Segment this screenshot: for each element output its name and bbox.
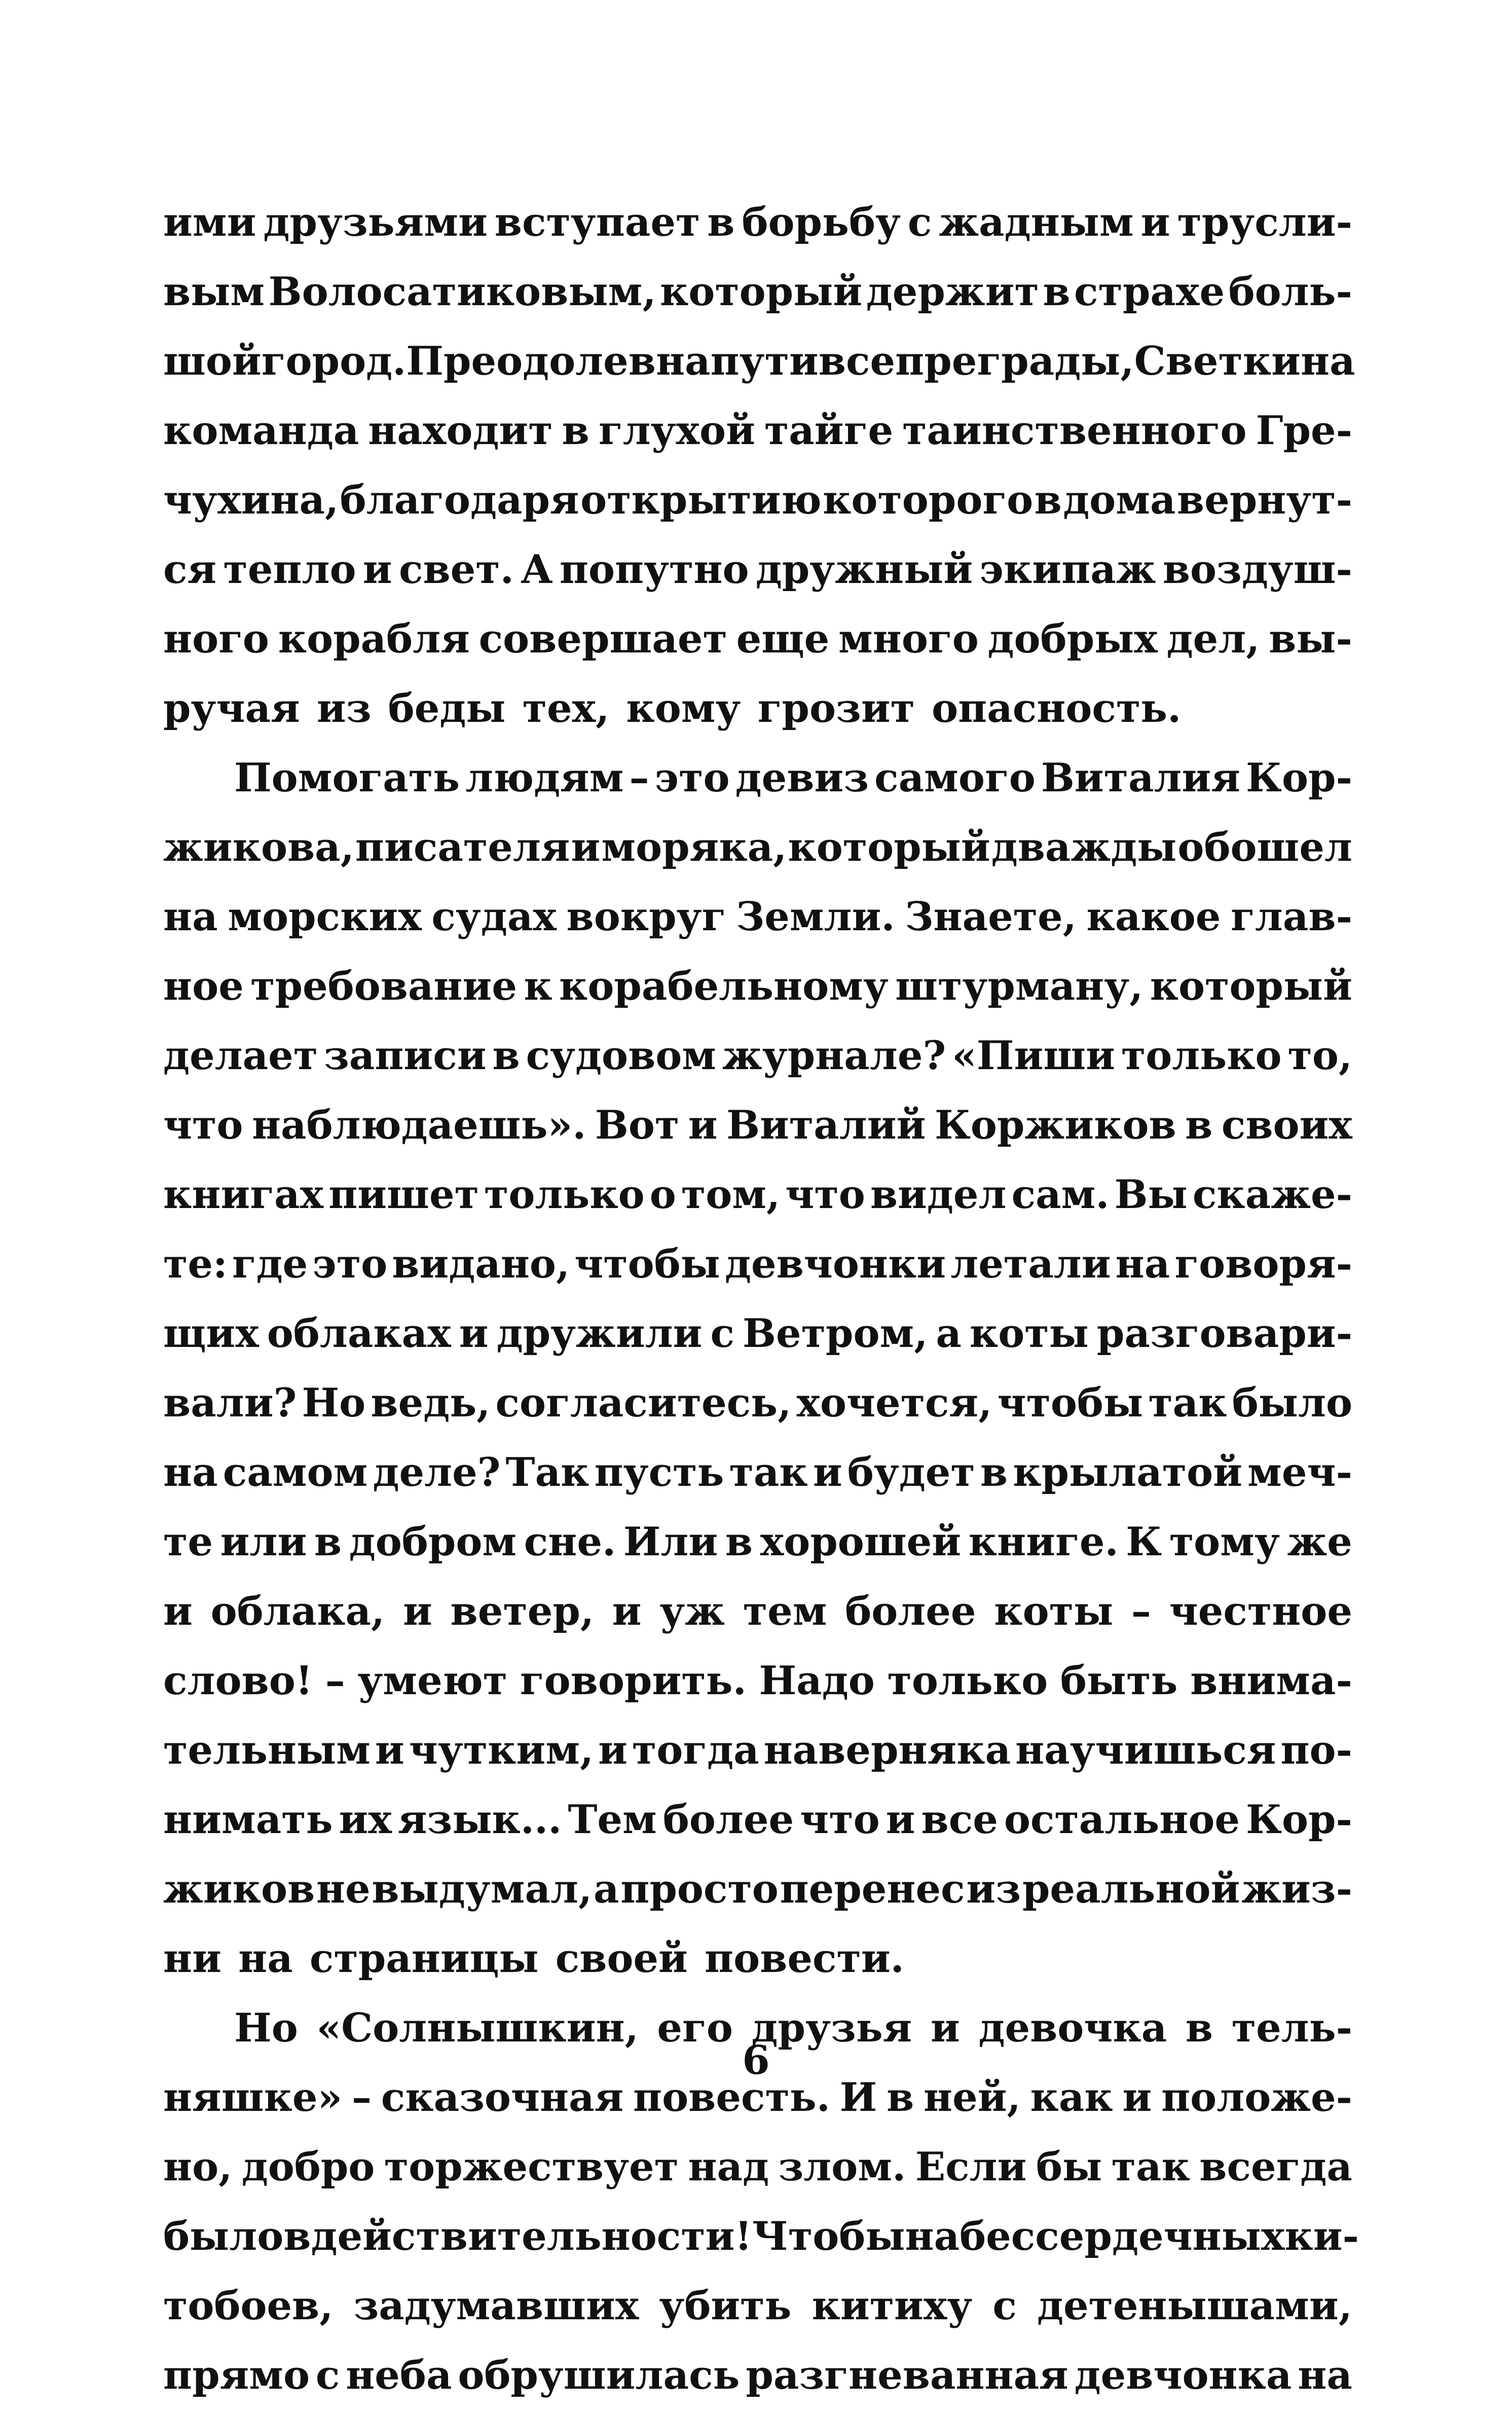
word: борьбу bbox=[742, 199, 901, 245]
word: разговари- bbox=[1096, 1310, 1352, 1357]
text-line bbox=[163, 2132, 1352, 2202]
word: дружный bbox=[755, 546, 973, 593]
word: дважды bbox=[991, 824, 1177, 870]
word: Виталий bbox=[726, 1102, 926, 1148]
word: Светкина bbox=[1134, 338, 1355, 384]
text-line: ни на страницы своей повести. bbox=[163, 1936, 904, 1982]
word: в bbox=[492, 1033, 520, 1079]
word: нимать bbox=[163, 1797, 333, 1843]
word: в bbox=[1043, 269, 1071, 315]
word: боль- bbox=[1228, 269, 1352, 315]
word: в bbox=[314, 1519, 342, 1565]
word: и bbox=[362, 546, 392, 593]
word: и bbox=[813, 1449, 842, 1495]
word: те: bbox=[163, 1241, 228, 1287]
word: выдумал, bbox=[372, 1866, 593, 1912]
word: Волосатиковым, bbox=[268, 269, 656, 315]
word: ими bbox=[163, 199, 256, 245]
word: Но bbox=[302, 1380, 366, 1426]
word: так bbox=[729, 1449, 808, 1495]
word: согласитесь, bbox=[495, 1380, 792, 1426]
word: который bbox=[1150, 963, 1352, 1009]
word: своих bbox=[1221, 1102, 1352, 1148]
word: умеют bbox=[357, 1658, 508, 1704]
word: – bbox=[352, 2074, 372, 2121]
word: остальное bbox=[1004, 1797, 1240, 1843]
word: добрых bbox=[987, 616, 1158, 662]
word: и bbox=[163, 1588, 193, 1634]
word: только bbox=[484, 1172, 645, 1218]
word: вым bbox=[163, 269, 265, 315]
word: а bbox=[936, 1310, 962, 1357]
word: людям bbox=[465, 755, 624, 801]
word: щих bbox=[163, 1310, 259, 1357]
word: воздуш- bbox=[1162, 546, 1352, 593]
word: А bbox=[521, 546, 553, 593]
word: друзья bbox=[751, 2005, 912, 2051]
word: Коржиков bbox=[934, 1102, 1176, 1148]
word: моряка, bbox=[601, 824, 787, 870]
text-line: ручая из беды тех, кому грозит опасность. bbox=[163, 685, 1182, 732]
word: с bbox=[315, 2352, 340, 2398]
word: на bbox=[163, 894, 218, 940]
word: китиху bbox=[812, 2283, 973, 2329]
word: о bbox=[649, 1172, 676, 1218]
word: детенышами, bbox=[1037, 2283, 1352, 2329]
word: их bbox=[339, 1797, 392, 1843]
word: журнале? bbox=[722, 1033, 946, 1079]
word: тель- bbox=[1231, 2005, 1352, 2051]
word: убить bbox=[659, 2283, 792, 2329]
word: – bbox=[629, 755, 649, 801]
word: и bbox=[688, 1102, 718, 1148]
word: положе- bbox=[1161, 2074, 1352, 2121]
word: И bbox=[839, 2074, 877, 2121]
word: всегда bbox=[1199, 2144, 1352, 2190]
word: самого bbox=[874, 755, 1036, 801]
word: «Солнышкин, bbox=[316, 2005, 639, 2051]
word: корабельному bbox=[559, 963, 889, 1009]
word: все bbox=[921, 1797, 998, 1843]
text-line bbox=[163, 396, 1352, 465]
word: на bbox=[163, 1449, 218, 1495]
word: все bbox=[818, 338, 896, 384]
word: девчонки bbox=[724, 1241, 946, 1287]
word: который bbox=[788, 824, 990, 870]
word: в bbox=[1185, 2005, 1213, 2051]
page-number: 6 bbox=[742, 2037, 770, 2084]
text-line bbox=[163, 1229, 1352, 1299]
text-line bbox=[163, 1021, 1352, 1090]
text-line bbox=[163, 952, 1352, 1021]
word: хорошей bbox=[760, 1519, 962, 1565]
word: и bbox=[1122, 2074, 1152, 2121]
text-line bbox=[163, 1299, 1352, 1368]
word: находит bbox=[368, 408, 553, 454]
paragraph bbox=[163, 743, 1352, 1993]
word: в bbox=[1185, 1102, 1213, 1148]
word: это bbox=[654, 755, 730, 801]
word: облака, bbox=[210, 1588, 385, 1634]
word: страхе bbox=[1074, 269, 1225, 315]
word: много bbox=[838, 616, 979, 662]
word: обрушилась bbox=[458, 2352, 740, 2398]
word: разгневанная bbox=[746, 2352, 1068, 2398]
word: чтобы bbox=[997, 1380, 1144, 1426]
word: делает bbox=[163, 1033, 318, 1079]
word: скаже- bbox=[1192, 1172, 1352, 1218]
text-line bbox=[163, 257, 1352, 326]
word: но, bbox=[163, 2144, 233, 2190]
word: какое bbox=[1086, 894, 1221, 940]
word: судовом bbox=[526, 1033, 717, 1079]
word: бессердечных bbox=[960, 2213, 1285, 2259]
word: Преодолев bbox=[406, 338, 656, 384]
word: вали? bbox=[163, 1380, 297, 1426]
text-line bbox=[163, 1507, 1352, 1577]
word: которого bbox=[823, 477, 1034, 523]
word: коты bbox=[994, 1588, 1114, 1634]
word: говорить. bbox=[520, 1658, 747, 1704]
word: сне. bbox=[524, 1519, 616, 1565]
word: девчонка bbox=[1074, 2352, 1292, 2398]
word: в bbox=[707, 199, 735, 245]
word: глав- bbox=[1231, 894, 1352, 940]
word: на bbox=[905, 2213, 960, 2259]
word: друзьями bbox=[263, 199, 488, 245]
word: обошел bbox=[1177, 824, 1352, 870]
word: книгах bbox=[163, 1172, 324, 1218]
text-line bbox=[163, 1368, 1352, 1438]
word: в bbox=[887, 2074, 914, 2121]
word: девиз bbox=[735, 755, 869, 801]
word: совершает bbox=[478, 616, 727, 662]
word: шой bbox=[163, 338, 262, 384]
word: который bbox=[659, 269, 863, 315]
word: с bbox=[992, 2283, 1017, 2329]
word: том, bbox=[681, 1172, 781, 1218]
word: Или bbox=[623, 1519, 718, 1565]
word: пути bbox=[710, 338, 819, 384]
word: Кор- bbox=[1246, 755, 1352, 801]
paragraph bbox=[163, 188, 1355, 743]
word: чутким, bbox=[409, 1727, 594, 1773]
word: Виталия bbox=[1041, 755, 1240, 801]
word: только bbox=[887, 1658, 1048, 1704]
word: команда bbox=[163, 408, 359, 454]
word: задумавших bbox=[353, 2283, 639, 2329]
word: открытию bbox=[580, 477, 822, 523]
word: свет. bbox=[398, 546, 514, 593]
word: облаках bbox=[267, 1310, 451, 1357]
word: быть bbox=[1060, 1658, 1178, 1704]
word: судах bbox=[431, 894, 557, 940]
word: было bbox=[163, 2213, 284, 2259]
word: с bbox=[710, 1310, 735, 1357]
word: же bbox=[1287, 1519, 1352, 1565]
word: – bbox=[325, 1658, 345, 1704]
word: только bbox=[1121, 1033, 1282, 1079]
word: что bbox=[800, 1797, 880, 1843]
word: и bbox=[402, 1588, 432, 1634]
word: по- bbox=[1280, 1727, 1352, 1773]
text-line bbox=[163, 1715, 1352, 1785]
word: Вот bbox=[595, 1102, 680, 1148]
word: вокруг bbox=[566, 894, 726, 940]
text-line bbox=[163, 1646, 1352, 1715]
word: Но bbox=[234, 2005, 298, 2051]
text-line bbox=[163, 1785, 1352, 1854]
text-line bbox=[163, 1160, 1352, 1229]
word: меч- bbox=[1247, 1449, 1352, 1495]
word: что bbox=[785, 1172, 865, 1218]
word: просто bbox=[620, 1866, 779, 1912]
word: Знаете, bbox=[905, 894, 1077, 940]
word: более bbox=[662, 1797, 794, 1843]
word: книге. bbox=[968, 1519, 1119, 1565]
word: и bbox=[612, 1588, 642, 1634]
word: в bbox=[1034, 477, 1062, 523]
word: Кор- bbox=[1246, 1797, 1352, 1843]
word: наблюдаешь». bbox=[251, 1102, 586, 1148]
word: хочется, bbox=[796, 1380, 992, 1426]
word: К bbox=[1126, 1519, 1162, 1565]
word: пишет bbox=[328, 1172, 479, 1218]
word: где bbox=[232, 1241, 308, 1287]
text-line bbox=[163, 1577, 1352, 1646]
word: и bbox=[571, 824, 601, 870]
word: его bbox=[657, 2005, 733, 2051]
word: тем bbox=[743, 1588, 827, 1634]
word: злом. bbox=[778, 2144, 906, 2190]
word: таинственного bbox=[902, 408, 1247, 454]
word: самом bbox=[223, 1449, 368, 1495]
word: коты bbox=[969, 1310, 1089, 1357]
word: девочка bbox=[978, 2005, 1167, 2051]
word: так bbox=[1148, 1380, 1227, 1426]
word: ведь, bbox=[371, 1380, 491, 1426]
word: в bbox=[562, 408, 589, 454]
word: реальной bbox=[1022, 1866, 1240, 1912]
word: тепло bbox=[223, 546, 356, 593]
word: дома bbox=[1063, 477, 1176, 523]
word: более bbox=[845, 1588, 976, 1634]
word: жадным bbox=[939, 199, 1134, 245]
word: требование bbox=[250, 963, 517, 1009]
word: наверняка bbox=[763, 1727, 1011, 1773]
word: ней, bbox=[924, 2074, 1021, 2121]
text-line bbox=[163, 1438, 1352, 1507]
word: было bbox=[1232, 1380, 1352, 1426]
word: честное bbox=[1169, 1588, 1352, 1634]
word: а bbox=[593, 1866, 619, 1912]
word: записи bbox=[324, 1033, 487, 1079]
word: не bbox=[316, 1866, 371, 1912]
word: штурману, bbox=[895, 963, 1144, 1009]
word: Тем bbox=[568, 1797, 657, 1843]
word: добром bbox=[349, 1519, 517, 1565]
word: Помогать bbox=[234, 755, 460, 801]
word: говоря- bbox=[1174, 1241, 1352, 1287]
word: вернут- bbox=[1176, 477, 1352, 523]
word: ки- bbox=[1284, 2213, 1359, 2259]
word: благодаря bbox=[340, 477, 579, 523]
word: дружили bbox=[496, 1310, 703, 1357]
word: на bbox=[1115, 1241, 1170, 1287]
word: жиков bbox=[163, 1866, 315, 1912]
word: Ветром, bbox=[743, 1310, 928, 1357]
word: над bbox=[688, 2144, 769, 2190]
word: это bbox=[312, 1241, 388, 1287]
word: крылатой bbox=[1013, 1449, 1242, 1495]
word: и bbox=[459, 1310, 489, 1357]
text-line bbox=[163, 2271, 1352, 2341]
word: деле? bbox=[373, 1449, 501, 1495]
word: экипаж bbox=[979, 546, 1156, 593]
word: дел, bbox=[1166, 616, 1260, 662]
text-line bbox=[163, 743, 1352, 813]
word: тогда bbox=[632, 1727, 759, 1773]
text-line bbox=[163, 1090, 1352, 1160]
word: город. bbox=[261, 338, 407, 384]
word: ветер, bbox=[450, 1588, 595, 1634]
word: будет bbox=[847, 1449, 975, 1495]
word: и bbox=[930, 2005, 960, 2051]
word: так bbox=[1111, 2144, 1190, 2190]
text-line bbox=[163, 465, 1352, 535]
word: попутно bbox=[559, 546, 749, 593]
word: трусли- bbox=[1177, 199, 1352, 245]
word: или bbox=[220, 1519, 307, 1565]
word: жикова, bbox=[163, 824, 354, 870]
text-line bbox=[163, 604, 1352, 674]
word: держит bbox=[866, 269, 1039, 315]
text-line bbox=[163, 813, 1352, 882]
word: с bbox=[907, 199, 932, 245]
word: уж bbox=[659, 1588, 725, 1634]
word: еще bbox=[736, 616, 830, 662]
word: то, bbox=[1287, 1033, 1352, 1079]
word: перенес bbox=[780, 1866, 965, 1912]
word: повесть. bbox=[633, 2074, 830, 2121]
word: морских bbox=[228, 894, 422, 940]
word: ного bbox=[163, 616, 269, 662]
word: как bbox=[1030, 2074, 1113, 2121]
word: сам. bbox=[1011, 1172, 1110, 1218]
word: летали bbox=[950, 1241, 1111, 1287]
text-line bbox=[163, 882, 1352, 952]
word: тельным bbox=[163, 1727, 371, 1773]
word: добро bbox=[241, 2144, 375, 2190]
word: Вы bbox=[1114, 1172, 1188, 1218]
word: няшке» bbox=[163, 2074, 343, 2121]
text-line bbox=[163, 535, 1352, 604]
word: тому bbox=[1169, 1519, 1280, 1565]
word: в bbox=[725, 1519, 753, 1565]
word: в bbox=[980, 1449, 1008, 1495]
word: Если bbox=[915, 2144, 1027, 2190]
word: прямо bbox=[163, 2352, 310, 2398]
word: – bbox=[1131, 1588, 1151, 1634]
word: из bbox=[966, 1866, 1021, 1912]
word: бы bbox=[1036, 2144, 1102, 2190]
word: и bbox=[1140, 199, 1170, 245]
word: Чтобы bbox=[752, 2213, 905, 2259]
word: и bbox=[375, 1727, 404, 1773]
word: неба bbox=[346, 2352, 452, 2398]
word: чтобы bbox=[574, 1241, 720, 1287]
word: чухина, bbox=[163, 477, 339, 523]
word: те bbox=[163, 1519, 213, 1565]
word: ся bbox=[163, 546, 217, 593]
word: язык... bbox=[397, 1797, 562, 1843]
word: пусть bbox=[594, 1449, 724, 1495]
word: Надо bbox=[759, 1658, 875, 1704]
word: Так bbox=[505, 1449, 589, 1495]
word: сказочная bbox=[381, 2074, 624, 2121]
word: вы- bbox=[1269, 616, 1352, 662]
word: и bbox=[598, 1727, 628, 1773]
word: тайге bbox=[764, 408, 894, 454]
word: внима- bbox=[1190, 1658, 1352, 1704]
text-line bbox=[163, 1854, 1352, 1924]
word: видел bbox=[870, 1172, 1007, 1218]
text-line bbox=[163, 2341, 1352, 2410]
word: в bbox=[283, 2213, 311, 2259]
word: на bbox=[655, 338, 711, 384]
text-line bbox=[163, 326, 1355, 396]
word: «Пиши bbox=[952, 1033, 1116, 1079]
word: и bbox=[886, 1797, 915, 1843]
word: научишься bbox=[1015, 1727, 1276, 1773]
word: торжествует bbox=[384, 2144, 679, 2190]
word: видано, bbox=[392, 1241, 570, 1287]
word: что bbox=[163, 1102, 243, 1148]
text-line bbox=[163, 188, 1352, 257]
word: вступает bbox=[494, 199, 700, 245]
word: корабля bbox=[278, 616, 470, 662]
word: к bbox=[524, 963, 552, 1009]
word: Земли. bbox=[736, 894, 895, 940]
word: преграды, bbox=[895, 338, 1134, 384]
word: глухой bbox=[598, 408, 755, 454]
text-line bbox=[163, 2202, 1359, 2271]
word: на bbox=[1298, 2352, 1352, 2398]
word: слово! bbox=[163, 1658, 313, 1704]
word: тобоев, bbox=[163, 2283, 334, 2329]
word: ное bbox=[163, 963, 244, 1009]
word: Гре- bbox=[1256, 408, 1352, 454]
word: писателя bbox=[355, 824, 570, 870]
word: жиз- bbox=[1241, 1866, 1352, 1912]
word: действительности! bbox=[311, 2213, 752, 2259]
